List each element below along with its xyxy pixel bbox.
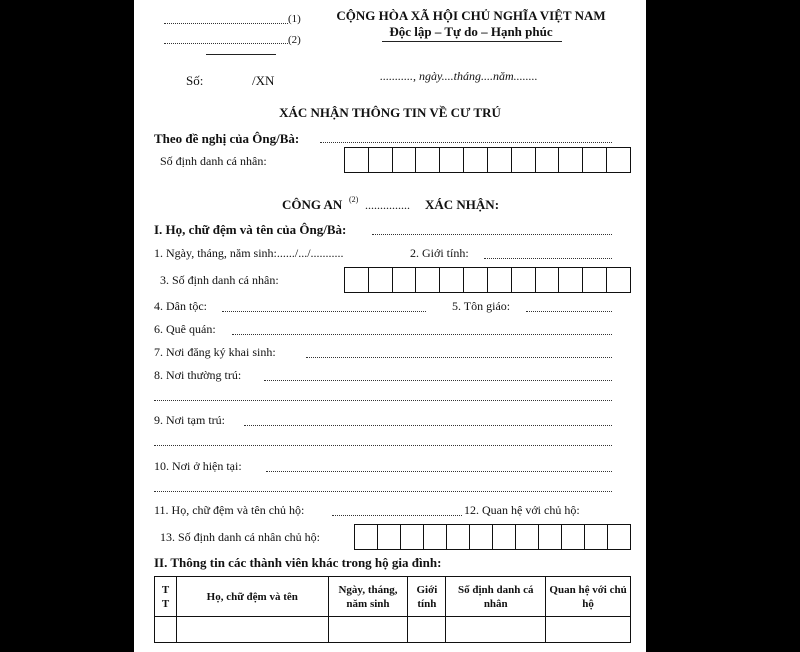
table-cell[interactable] xyxy=(176,617,328,643)
current-residence-line-1 xyxy=(266,471,612,472)
permanent-residence-label: 8. Nơi thường trú: xyxy=(154,368,242,382)
gender-label: 2. Giới tính: xyxy=(410,246,469,260)
household-head-id-label: 13. Số định danh cá nhân chủ hộ: xyxy=(160,530,320,544)
temporary-residence-label: 9. Nơi tạm trú: xyxy=(154,413,226,427)
section1-heading: I. Họ, chữ đệm và tên của Ông/Bà: xyxy=(154,222,347,237)
col-index: T T xyxy=(155,577,177,617)
table-cell[interactable] xyxy=(446,617,546,643)
section2-heading: II. Thông tin các thành viên khác trong hộ gia đình: xyxy=(154,555,442,570)
current-residence-line-2 xyxy=(154,491,612,492)
date-line: ..........., ngày....tháng....năm........ xyxy=(380,69,538,83)
police-suffix: XÁC NHẬN: xyxy=(425,197,500,212)
temporary-residence-line-2 xyxy=(154,445,612,446)
issuer-underline xyxy=(206,54,276,55)
col-full-name: Họ, chữ đệm và tên xyxy=(176,577,328,617)
household-head-name-label: 11. Họ, chữ đệm và tên chủ hộ: xyxy=(154,503,305,517)
gender-line xyxy=(484,258,612,259)
request-name-line xyxy=(320,142,612,143)
household-head-id-boxes[interactable] xyxy=(354,524,631,550)
hometown-label: 6. Quê quán: xyxy=(154,322,216,336)
col-relation: Quan hệ với chủ hộ xyxy=(546,577,631,617)
form-page xyxy=(134,0,646,652)
temporary-residence-line-1 xyxy=(244,425,612,426)
table-cell[interactable] xyxy=(546,617,631,643)
permanent-residence-line-2 xyxy=(154,400,612,401)
hometown-line xyxy=(232,334,612,335)
document-title: XÁC NHẬN THÔNG TIN VỀ CƯ TRÚ xyxy=(279,105,501,120)
ethnicity-line xyxy=(222,311,426,312)
table-cell[interactable] xyxy=(408,617,446,643)
personal-id-label: 3. Số định danh cá nhân: xyxy=(160,273,279,287)
permanent-residence-line-1 xyxy=(264,380,612,381)
household-head-name-line xyxy=(332,515,462,516)
col-gender: Giới tính xyxy=(408,577,446,617)
table-header-row xyxy=(155,577,631,617)
col-birth-date: Ngày, tháng, năm sinh xyxy=(328,577,408,617)
police-note: (2) xyxy=(349,195,359,204)
table-row[interactable] xyxy=(155,617,631,643)
request-id-boxes[interactable] xyxy=(344,147,631,173)
issuer-line-1 xyxy=(164,23,288,24)
religion-line xyxy=(526,311,612,312)
number-label: Số: xyxy=(186,73,204,88)
police-dots: ............... xyxy=(365,198,410,212)
birth-registration-label: 7. Nơi đăng ký khai sinh: xyxy=(154,345,276,359)
country-motto: Độc lập – Tự do – Hạnh phúc xyxy=(389,24,553,39)
fullname-line xyxy=(372,234,612,235)
ethnicity-label: 4. Dân tộc: xyxy=(154,299,207,313)
col-personal-id: Số định danh cá nhân xyxy=(446,577,546,617)
current-residence-label: 10. Nơi ở hiện tại: xyxy=(154,459,242,473)
dob-label: 1. Ngày, tháng, năm sinh:....../.../........... xyxy=(154,246,344,260)
issuer-line-2 xyxy=(164,43,288,44)
country-name: CỘNG HÒA XÃ HỘI CHỦ NGHĨA VIỆT NAM xyxy=(336,8,606,23)
birth-registration-line xyxy=(306,357,612,358)
religion-label: 5. Tôn giáo: xyxy=(452,299,511,313)
motto-underline xyxy=(382,41,562,42)
number-suffix: /XN xyxy=(252,73,275,88)
police-prefix: CÔNG AN xyxy=(282,197,343,212)
relation-to-head-label: 12. Quan hệ với chủ hộ: xyxy=(464,503,580,517)
household-members-table xyxy=(154,576,631,643)
table-cell[interactable] xyxy=(155,617,177,643)
personal-id-boxes[interactable] xyxy=(344,267,631,293)
issuer-note-1: (1) xyxy=(288,13,301,25)
request-label: Theo đề nghị của Ông/Bà: xyxy=(154,131,300,146)
table-cell[interactable] xyxy=(328,617,408,643)
issuer-note-2: (2) xyxy=(288,34,301,46)
request-id-label: Số định danh cá nhân: xyxy=(160,154,267,168)
